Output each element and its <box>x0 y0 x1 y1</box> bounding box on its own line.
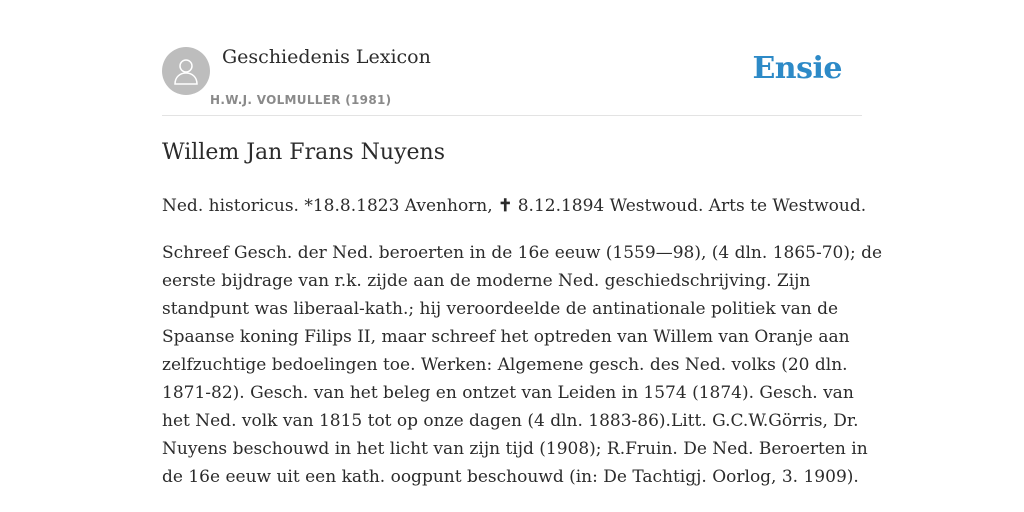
body-line: Nuyens beschouwd in het licht van zijn tijd (1908); R.Fruin. De Ned. Beroerten in <box>162 439 868 459</box>
body-line: Schreef Gesch. der Ned. beroerten in de 16e eeuw (1559—98), (4 dln. 1865-70); de <box>162 243 883 263</box>
body-line: 1871-82). Gesch. van het beleg en ontzet van Leiden in 1574 (1874). Gesch. van <box>162 383 854 403</box>
avatar[interactable] <box>162 47 210 95</box>
body-line: de 16e eeuw uit een kath. oogpunt beschouwd (in: De Tachtigj. Oorlog, 3. 1909). <box>162 467 859 487</box>
body-line: Spaanse koning Filips II, maar schreef het optreden van Willem van Oranje aan <box>162 327 850 347</box>
page <box>162 0 883 487</box>
body-line: zelfzuchtige bedoelingen toe. Werken: Algemene gesch. des Ned. volks (20 dln. <box>162 355 848 375</box>
intro-text-death: 8.12.1894 Westwoud. Arts te Westwoud. <box>517 196 867 216</box>
intro-text-birth: Ned. historicus. *18.8.1823 Avenhorn, <box>162 196 493 216</box>
entry-intro <box>162 192 868 220</box>
body-line: standpunt was liberaal-kath.; hij veroordeelde de antinationale politiek van de <box>162 299 839 319</box>
brand-logo[interactable]: Ensie <box>752 51 842 86</box>
death-cross-icon: ✝ <box>498 196 513 216</box>
header <box>162 0 862 116</box>
author-credit[interactable]: H.W.J. VOLMULLER (1981) <box>210 93 392 107</box>
body-line: eerste bijdrage van r.k. zijde aan de moderne Ned. geschiedschrijving. Zijn <box>162 271 811 291</box>
user-placeholder-icon <box>173 57 199 85</box>
body-line: het Ned. volk van 1815 tot op onze dagen (4 dln. 1883-86).Litt. G.C.W.Görris, Dr. <box>162 411 859 431</box>
entry-title: Willem Jan Frans Nuyens <box>162 140 445 165</box>
entry-body <box>162 239 883 491</box>
lexicon-title[interactable]: Geschiedenis Lexicon <box>222 46 431 68</box>
